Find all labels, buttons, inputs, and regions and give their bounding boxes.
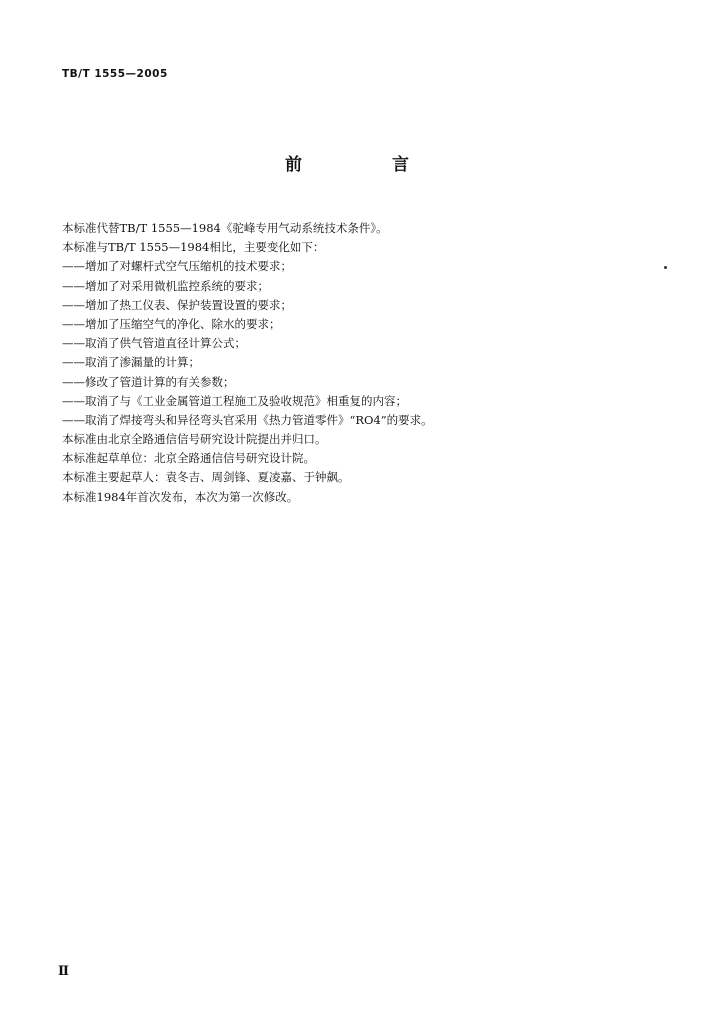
standard-number-header: TB/T 1555—2005 — [62, 68, 168, 80]
change-item: ——取消了焊接弯头和异径弯头官采用《热力管道零件》“RO4”的要求。 — [62, 412, 433, 427]
change-item: ——增加了对采用微机监控系统的要求； — [62, 278, 269, 293]
page-number: Ⅱ — [58, 963, 69, 978]
body-line: 本标准主要起草人：袁冬吉、周剑锋、夏凌嘉、于钟飙。 — [62, 470, 350, 485]
change-item: ——增加了对螺杆式空气压缩机的技术要求； — [62, 259, 292, 274]
body-line: 本标准与TB/T 1555—1984相比，主要变化如下： — [62, 240, 325, 255]
scan-speck — [664, 266, 667, 269]
body-line: 本标准代替TB/T 1555—1984《驼峰专用气动系统技术条件》。 — [62, 221, 388, 235]
foreword-title: 前 言 — [285, 155, 451, 175]
change-item: ——修改了管道计算的有关参数； — [62, 374, 235, 389]
change-item: ——增加了热工仪表、保护装置设置的要求； — [62, 297, 292, 312]
body-line: 本标准由北京全路通信信号研究设计院提出并归口。 — [62, 432, 327, 447]
change-item: ——取消了供气管道直径计算公式； — [62, 336, 246, 351]
change-item: ——增加了压缩空气的净化、除水的要求； — [62, 316, 281, 331]
change-item: ——取消了渗漏量的计算； — [62, 355, 200, 370]
body-line: 本标准1984年首次发布，本次为第一次修改。 — [62, 489, 299, 504]
foreword-body — [62, 219, 662, 507]
change-item: ——取消了与《工业金属管道工程施工及验收规范》相重复的内容； — [62, 393, 407, 408]
body-line: 本标准起草单位：北京全路通信信号研究设计院。 — [62, 451, 315, 466]
